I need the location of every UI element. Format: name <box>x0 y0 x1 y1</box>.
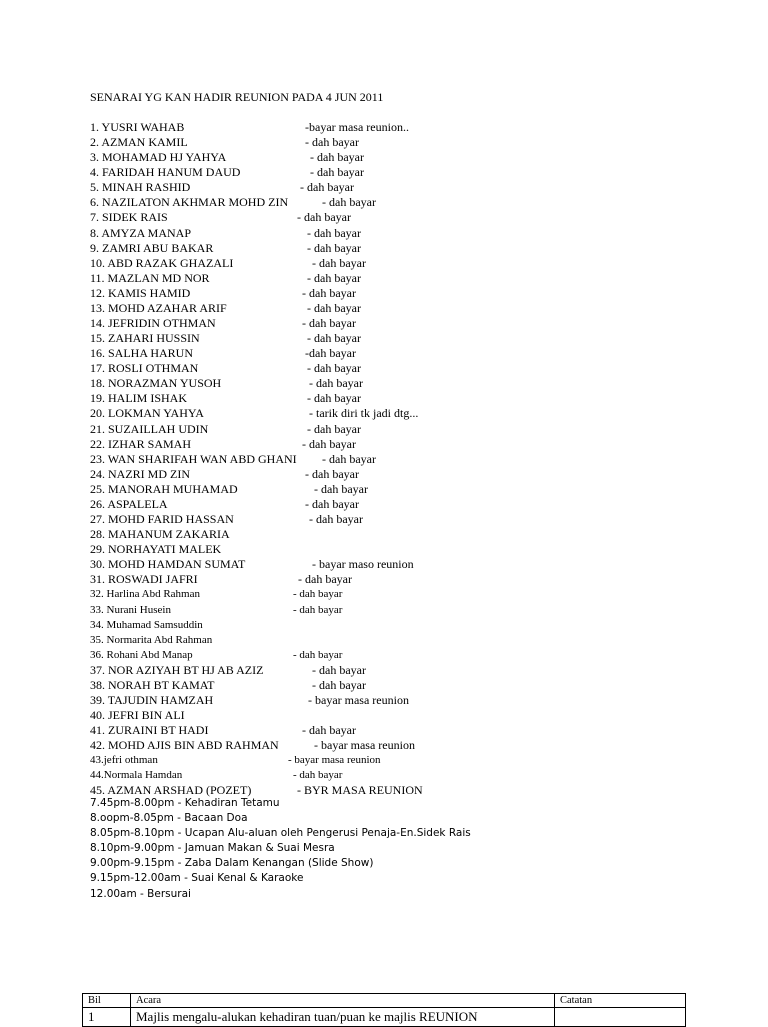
payment-note: - dah bayar <box>293 648 343 661</box>
attendee-name: 41. ZURAINI BT HADI <box>90 723 209 738</box>
list-item <box>90 180 690 195</box>
list-item <box>90 376 690 391</box>
list-item <box>90 618 690 633</box>
payment-note: - dah bayar <box>309 376 363 391</box>
payment-note: - dah bayar <box>307 331 361 346</box>
payment-note: - dah bayar <box>302 316 356 331</box>
payment-note: - dah bayar <box>309 512 363 527</box>
list-item <box>90 693 690 708</box>
list-item <box>90 542 690 557</box>
schedule-item: 8.oopm-8.05pm - Bacaan Doa <box>90 812 248 825</box>
list-item <box>90 678 690 693</box>
table-header-row <box>83 994 686 1008</box>
attendee-name: 9. ZAMRI ABU BAKAR <box>90 240 214 255</box>
attendee-name: 28. MAHANUM ZAKARIA <box>90 527 230 542</box>
payment-note: - dah bayar <box>300 180 354 195</box>
document-title: SENARAI YG KAN HADIR REUNION PADA 4 JUN 2011 <box>90 90 384 104</box>
list-item <box>90 482 690 497</box>
attendee-name: 8. AMYZA MANAP <box>90 225 192 240</box>
payment-note: - dah bayar <box>322 195 376 210</box>
list-item <box>90 497 690 512</box>
list-item <box>90 633 690 648</box>
list-item <box>90 346 690 361</box>
list-item <box>90 723 690 738</box>
event-table <box>82 993 686 1027</box>
schedule-item: 8.10pm-9.00pm - Jamuan Makan & Suai Mesra <box>90 842 335 855</box>
list-item <box>90 467 690 482</box>
attendee-name: 2. AZMAN KAMIL <box>90 135 188 150</box>
payment-note: - dah bayar <box>312 677 366 692</box>
header-acara: Acara <box>131 994 555 1008</box>
list-item <box>90 120 690 135</box>
attendee-name: 32. Harlina Abd Rahman <box>90 588 200 601</box>
list-item <box>90 422 690 437</box>
list-item <box>90 361 690 376</box>
schedule-item: 8.05pm-8.10pm - Ucapan Alu-aluan oleh Pengerusi Penaja-En.Sidek Rais <box>90 827 471 840</box>
attendee-name: 6. NAZILATON AKHMAR MOHD ZIN <box>90 195 289 210</box>
payment-note: - dah bayar <box>307 361 361 376</box>
list-item <box>90 331 690 346</box>
list-item <box>90 663 690 678</box>
attendee-name: 18. NORAZMAN YUSOH <box>90 376 222 391</box>
attendee-name: 38. NORAH BT KAMAT <box>90 677 215 692</box>
payment-note: - bayar masa reunion <box>288 754 381 767</box>
attendee-name: 11. MAZLAN MD NOR <box>90 270 210 285</box>
payment-note: - dah bayar <box>302 285 356 300</box>
payment-note: - dah bayar <box>310 165 364 180</box>
list-item <box>90 527 690 542</box>
schedule-list <box>90 796 471 902</box>
payment-note: - dah bayar <box>307 421 361 436</box>
list-item <box>90 301 690 316</box>
list-item <box>90 286 690 301</box>
list-item <box>90 768 690 783</box>
list-item <box>90 271 690 286</box>
cell-acara: Majlis mengalu-alukan kehadiran tuan/puan ke majlis REUNION <box>131 1008 555 1027</box>
list-item <box>90 165 690 180</box>
attendee-name: 24. NAZRI MD ZIN <box>90 466 190 481</box>
list-item <box>90 452 690 467</box>
attendee-name: 42. MOHD AJIS BIN ABD RAHMAN <box>90 738 279 753</box>
payment-note: - dah bayar <box>297 210 351 225</box>
attendee-name: 20. LOKMAN YAHYA <box>90 406 204 421</box>
attendee-name: 13. MOHD AZAHAR ARIF <box>90 300 227 315</box>
list-item <box>90 587 690 602</box>
attendee-name: 36. Rohani Abd Manap <box>90 648 193 661</box>
payment-note: - dah bayar <box>307 270 361 285</box>
attendee-name: 12. KAMIS HAMID <box>90 285 191 300</box>
payment-note: - bayar masa reunion <box>308 692 409 707</box>
payment-note: - tarik diri tk jadi dtg... <box>309 406 419 421</box>
payment-note: - dah bayar <box>312 662 366 677</box>
payment-note: -dah bayar <box>305 346 356 361</box>
payment-note: - dah bayar <box>312 255 366 270</box>
payment-note: - dah bayar <box>307 391 361 406</box>
list-item <box>90 572 690 587</box>
attendee-name: 21. SUZAILLAH UDIN <box>90 421 209 436</box>
payment-note: - dah bayar <box>305 496 359 511</box>
header-bil: Bil <box>83 994 131 1008</box>
schedule-item: 7.45pm-8.00pm - Kehadiran Tetamu <box>90 797 280 809</box>
attendee-name: 45. AZMAN ARSHAD (POZET) <box>90 783 252 798</box>
attendee-name: 29. NORHAYATI MALEK <box>90 542 222 557</box>
payment-note: - dah bayar <box>302 436 356 451</box>
list-item <box>90 603 690 618</box>
list-item <box>90 135 690 150</box>
attendee-name: 22. IZHAR SAMAH <box>90 436 192 451</box>
cell-bil: 1 <box>83 1008 131 1027</box>
list-item <box>90 226 690 241</box>
schedule-item: 9.00pm-9.15pm - Zaba Dalam Kenangan (Slide Show) <box>90 857 374 870</box>
list-item <box>90 557 690 572</box>
attendee-name: 23. WAN SHARIFAH WAN ABD GHANI <box>90 451 297 466</box>
payment-note: - dah bayar <box>298 572 352 587</box>
schedule-item: 9.15pm-12.00am - Suai Kenal & Karaoke <box>90 872 304 885</box>
payment-note: - dah bayar <box>310 150 364 165</box>
attendee-name: 16. SALHA HARUN <box>90 346 194 361</box>
payment-note: - dah bayar <box>322 451 376 466</box>
attendee-name: 15. ZAHARI HUSSIN <box>90 331 200 346</box>
list-item <box>90 437 690 452</box>
list-item <box>90 316 690 331</box>
attendee-name: 4. FARIDAH HANUM DAUD <box>90 165 241 180</box>
attendee-name: 37. NOR AZIYAH BT HJ AB AZIZ <box>90 662 264 677</box>
attendee-name: 33. Nurani Husein <box>90 603 171 616</box>
list-item <box>90 391 690 406</box>
payment-note: - dah bayar <box>293 769 343 782</box>
attendee-name: 25. MANORAH MUHAMAD <box>90 481 238 496</box>
attendee-name: 34. Muhamad Samsuddin <box>90 618 203 631</box>
list-item <box>90 241 690 256</box>
list-item <box>90 753 690 768</box>
attendee-name: 40. JEFRI BIN ALI <box>90 708 185 723</box>
attendee-name: 44.Normala Hamdan <box>90 769 183 782</box>
payment-note: - bayar maso reunion <box>312 557 414 572</box>
list-item <box>90 195 690 210</box>
attendee-list <box>90 120 690 799</box>
payment-note: - BYR MASA REUNION <box>297 783 423 798</box>
attendee-name: 31. ROSWADI JAFRI <box>90 572 198 587</box>
payment-note: - dah bayar <box>307 225 361 240</box>
payment-note: - dah bayar <box>314 481 368 496</box>
attendee-name: 39. TAJUDIN HAMZAH <box>90 692 214 707</box>
attendee-name: 10. ABD RAZAK GHAZALI <box>90 255 234 270</box>
payment-note: -bayar masa reunion.. <box>305 120 409 134</box>
schedule-item: 12.00am - Bersurai <box>90 887 191 900</box>
list-item <box>90 708 690 723</box>
attendee-name: 19. HALIM ISHAK <box>90 391 187 406</box>
payment-note: - dah bayar <box>305 466 359 481</box>
list-item <box>90 406 690 421</box>
attendee-name: 35. Normarita Abd Rahman <box>90 633 213 646</box>
payment-note: - dah bayar <box>307 300 361 315</box>
list-item <box>90 256 690 271</box>
attendee-name: 3. MOHAMAD HJ YAHYA <box>90 150 227 165</box>
list-item <box>90 150 690 165</box>
attendee-name: 1. YUSRI WAHAB <box>90 120 185 134</box>
list-item <box>90 738 690 753</box>
payment-note: - dah bayar <box>293 588 343 601</box>
attendee-name: 7. SIDEK RAIS <box>90 210 168 225</box>
attendee-name: 17. ROSLI OTHMAN <box>90 361 199 376</box>
attendee-name: 26. ASPALELA <box>90 496 168 511</box>
payment-note: - dah bayar <box>305 135 359 150</box>
attendee-name: 30. MOHD HAMDAN SUMAT <box>90 557 246 572</box>
list-item <box>90 210 690 225</box>
list-item <box>90 512 690 527</box>
header-catatan: Catatan <box>555 994 686 1008</box>
payment-note: - bayar masa reunion <box>314 738 415 753</box>
payment-note: - dah bayar <box>293 603 343 616</box>
attendee-name: 27. MOHD FARID HASSAN <box>90 512 234 527</box>
list-item <box>90 648 690 663</box>
payment-note: - dah bayar <box>302 723 356 738</box>
attendee-name: 43.jefri othman <box>90 754 158 767</box>
attendee-name: 5. MINAH RASHID <box>90 180 191 195</box>
attendee-name: 14. JEFRIDIN OTHMAN <box>90 316 216 331</box>
payment-note: - dah bayar <box>307 240 361 255</box>
